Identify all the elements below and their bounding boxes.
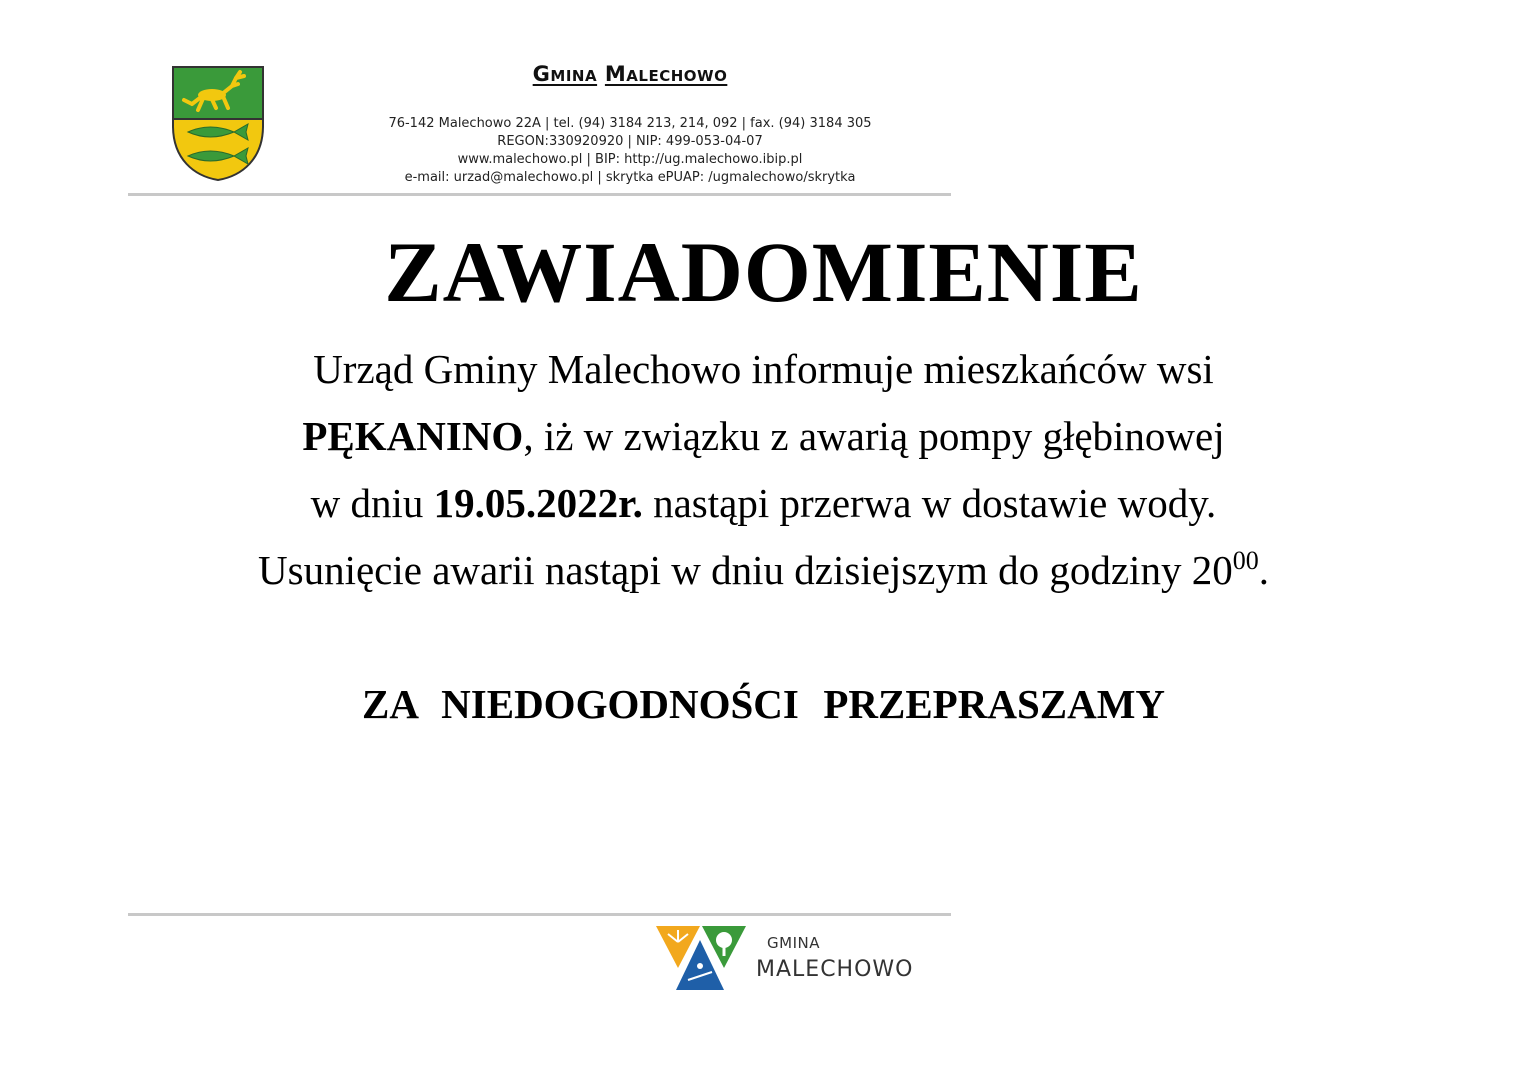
coat-of-arms-icon xyxy=(170,64,266,182)
header-divider xyxy=(128,193,951,196)
outage-date: 19.05.2022r. xyxy=(433,480,643,526)
notice-line-4-text: Usunięcie awarii nastąpi w dniu dzisiejszym do godziny 20 xyxy=(258,547,1233,593)
contact-registry-line: REGON:330920920 | NIP: 499-053-04-07 xyxy=(497,134,763,149)
time-minutes-superscript: 00 xyxy=(1232,546,1259,575)
org-name-second: Malechowo xyxy=(604,62,728,86)
notice-line-4 xyxy=(0,546,1527,594)
notice-heading: ZAWIADOMIENIE xyxy=(384,224,1143,320)
logo-text-big: MALECHOWO xyxy=(756,957,914,982)
logo-text-small: GMINA xyxy=(767,934,820,952)
contact-email-line: e-mail: urzad@malechowo.pl | skrytka ePUAP: /ugmalechowo/skrytka xyxy=(404,170,856,185)
notice-line-3-post: nastąpi przerwa w dostawie wody. xyxy=(642,480,1217,526)
notice-line-1: Urząd Gminy Malechowo informuje mieszkańców wsi xyxy=(313,346,1214,392)
organization-name xyxy=(440,62,820,86)
contact-web-line: www.malechowo.pl | BIP: http://ug.malechowo.ibip.pl xyxy=(457,152,803,167)
notice-line-4-end: . xyxy=(1258,547,1269,593)
notice-line-2 xyxy=(0,412,1527,460)
notice-line-3-pre: w dniu xyxy=(310,480,434,526)
village-name: PĘKANINO xyxy=(302,413,524,459)
notice-line-3 xyxy=(0,479,1527,527)
footer-divider xyxy=(128,913,951,916)
org-name-first: Gmina xyxy=(532,62,598,86)
contact-address-line: 76-142 Malechowo 22A | tel. (94) 3184 213, 214, 092 | fax. (94) 3184 305 xyxy=(388,116,872,131)
gmina-logo-icon xyxy=(654,922,748,994)
contact-block xyxy=(300,115,960,187)
notice-line-2-text: , iż w związku z awarią pompy głębinowej xyxy=(523,413,1225,459)
apology-text: ZA NIEDOGODNOŚCI PRZEPRASZAMY xyxy=(361,681,1166,727)
